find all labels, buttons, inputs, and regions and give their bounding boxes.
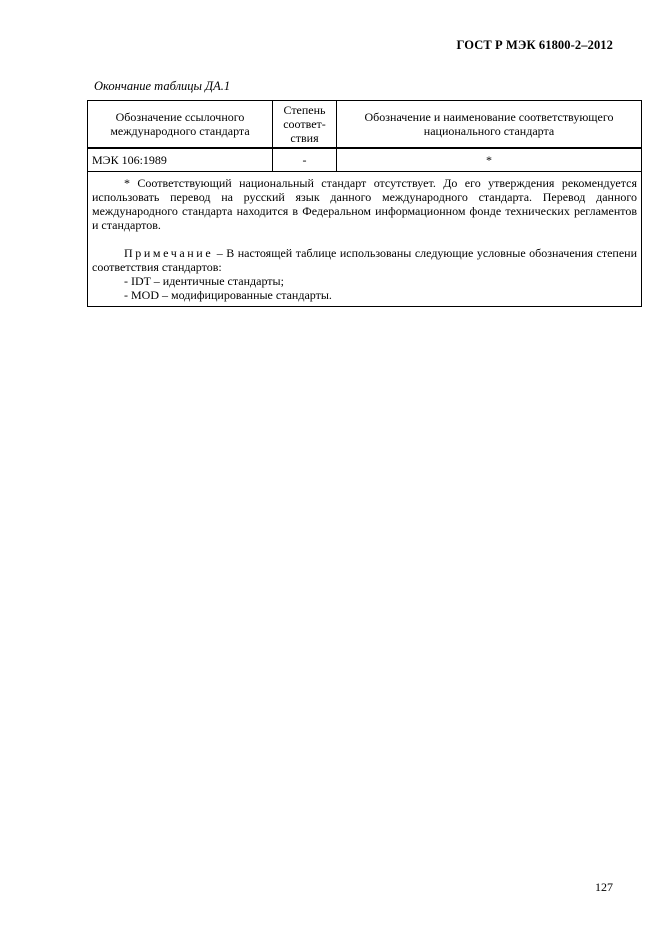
cell-reference: МЭК 106:1989 bbox=[88, 148, 273, 172]
note-label: Примечание bbox=[124, 246, 214, 260]
document-header: ГОСТ Р МЭК 61800-2–2012 bbox=[456, 38, 613, 52]
note-item-idt: - IDT – идентичные стандарты; bbox=[124, 274, 284, 288]
notes-spacer bbox=[92, 232, 637, 246]
footnote-text: * Соответствующий национальный стандарт отсутствует. До его утверждения рекомендуется использовать перевод на русский язык данного международного стандарта. Перевод данного международного стандарта находится в Федеральном информационном фонде технических регламентов и стандартов. bbox=[92, 176, 637, 232]
note-item-mod: - MOD – модифицированные стандарты. bbox=[124, 288, 332, 302]
note-paragraph bbox=[92, 246, 637, 274]
cell-national: * bbox=[337, 148, 642, 172]
table-header-row bbox=[88, 101, 642, 149]
cell-degree: - bbox=[273, 148, 337, 172]
table-caption: Окончание таблицы ДА.1 bbox=[94, 79, 231, 93]
page-number: 127 bbox=[595, 880, 613, 894]
table-notes-row bbox=[88, 172, 642, 307]
column-header-reference: Обозначение ссылочного международного стандарта bbox=[88, 101, 273, 149]
column-header-degree: Степень соответ-ствия bbox=[273, 101, 337, 149]
column-header-national: Обозначение и наименование соответствующего национального стандарта bbox=[337, 101, 642, 149]
note-text: – В настоящей таблице использованы следующие условные обозначения степени соответствия стандартов: bbox=[92, 246, 637, 274]
table-row bbox=[88, 148, 642, 172]
reference-table bbox=[87, 100, 642, 307]
notes-cell bbox=[88, 172, 642, 307]
